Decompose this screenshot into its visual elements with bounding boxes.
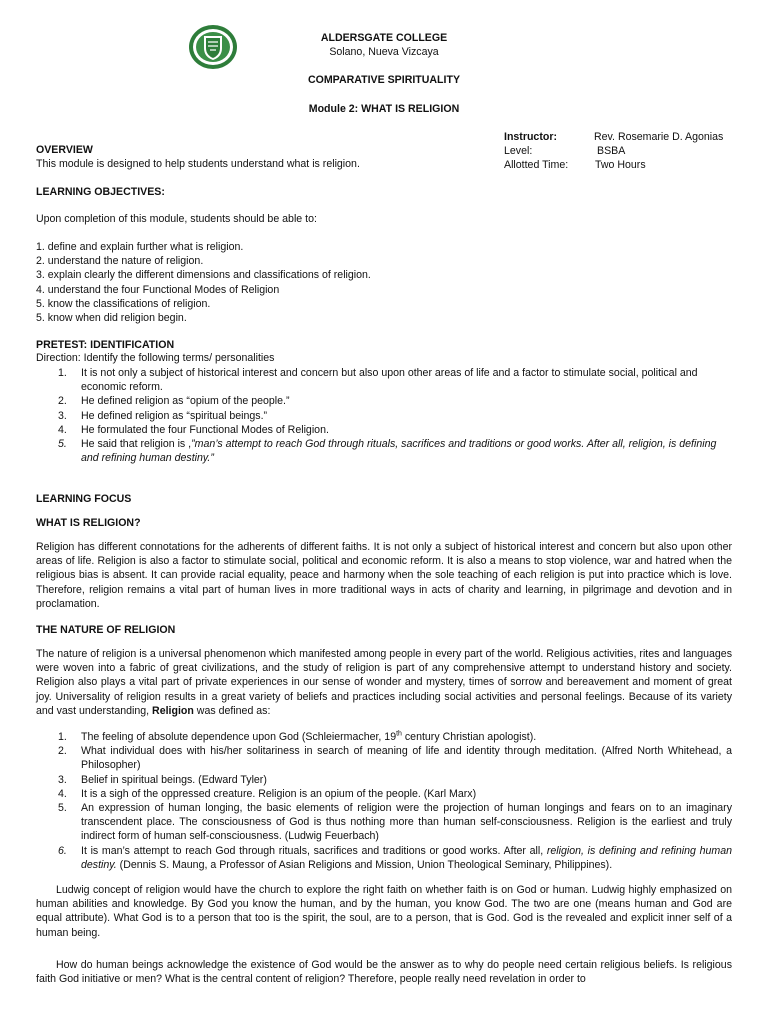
nature-heading: THE NATURE OF RELIGION [36, 624, 176, 636]
overview-heading: OVERVIEW [36, 144, 93, 156]
course-title: COMPARATIVE SPIRITUALITY [307, 74, 461, 86]
item-number: 5. [58, 438, 67, 451]
item-text: He formulated the four Functional Modes of Religion. [81, 423, 329, 436]
nature-text: The nature of religion is a universal phenomenon which manifested among people in every part of the world. Religious activities, rites and languages were woven into a fabric of great civilizations, and the study of religion is part of any comprehensive attempt to understand history and society. Religion also plays a vital part of private experiences in our sense of wonder and mystery, times of sorrow and bereavement and moment of great joy. Universality of religion results in a great variety of beliefs and practices including social activities and personal feelings. Because of its variety and vast understanding, [36, 648, 732, 717]
item-number: 2. [58, 395, 67, 408]
item-text: He defined religion as “opium of the people.” [81, 395, 290, 408]
pretest-item [36, 409, 732, 423]
item-number: 6. [58, 844, 67, 857]
definition-item [36, 787, 732, 801]
nature-end: was defined as: [196, 704, 271, 717]
item-number: 1. [58, 731, 67, 743]
objectives-list [36, 240, 732, 325]
objective-item: 2. understand the nature of religion. [36, 255, 204, 268]
definitions-list [36, 730, 732, 872]
pretest-item [36, 394, 732, 408]
item-number: 3. [58, 773, 67, 786]
item-number: 4. [58, 787, 67, 800]
item-sup: th [396, 730, 402, 738]
item-number: 3. [58, 409, 67, 422]
instructor-value: Rev. Rosemarie D. Agonias [594, 131, 724, 143]
pretest-item [36, 366, 732, 394]
ludwig-paragraph: Ludwig concept of religion would have the church to explore the right faith on whether faith is on God or human. Ludwig highly emphasized on human abilities and knowledge. By God you know the human, and by the human, you know God. The two are one (means human and God are equal attribute). What God is to a person that too is the spirit, the soul, are to a person, that is God. God is the revealed and explicit inner self of a human being. [36, 884, 732, 939]
objective-item: 5. know when did religion begin. [36, 312, 187, 325]
definition-item [36, 730, 732, 744]
school-location: Solano, Nueva Vizcaya [329, 46, 439, 58]
nature-paragraph [36, 647, 732, 718]
definition-item [36, 773, 732, 787]
pretest-heading: PRETEST: IDENTIFICATION [36, 339, 175, 351]
objective-item: 1. define and explain further what is religion. [36, 241, 244, 253]
how-paragraph: How do human beings acknowledge the existence of God would be the answer as to why do people need certain religious beliefs. Is religious faith God initiative or men? What is the central content of religion? Therefore, people really need revelation in order to [36, 959, 732, 986]
item-text: What individual does with his/her solitariness in search of meaning of life and identity through meditation. (Alfred North Whitehead, a Philosopher) [81, 745, 732, 772]
time-value: Two Hours [595, 159, 646, 172]
item-text: An expression of human longing, the basic elements of religion were the projection of human longings and fears on to an imaginary transcendent place. The consciousness of God is thus nothing more than human self-consciousness. Religion is the earliest and truly indirect form of human self-consciousness. (Ludwig Feuerbach) [81, 802, 732, 843]
item-text-cont: century Christian apologist). [401, 731, 537, 743]
pretest-item [36, 437, 732, 465]
item-text: He defined religion as “spiritual beings.” [81, 409, 268, 422]
level-value: BSBA [597, 145, 626, 158]
item-quote: ”man’s attempt to reach God through rituals, sacrifices and traditions or good works. After all, religion, is defining and refining human destiny.” [81, 438, 717, 465]
item-text: It is a sigh of the oppressed creature. Religion is an opium of the people. (Karl Marx) [81, 787, 477, 800]
pretest-list [36, 366, 732, 465]
item-number: 1. [58, 367, 67, 379]
level-label: Level: [504, 145, 533, 158]
item-text: The feeling of absolute dependence upon God (Schleiermacher, 19 [81, 731, 397, 743]
item-number: 5. [58, 802, 67, 815]
objective-item: 4. understand the four Functional Modes of Religion [36, 283, 280, 296]
definition-item [36, 744, 732, 772]
what-heading: WHAT IS RELIGION? [36, 517, 141, 529]
objectives-intro: Upon completion of this module, students should be able to: [36, 213, 317, 225]
item-text: It is man’s attempt to reach God through rituals, sacrifices and traditions or good works. After all, [81, 844, 544, 857]
item-number: 4. [58, 423, 67, 436]
overview-text: This module is designed to help students understand what is religion. [36, 158, 360, 170]
focus-heading: LEARNING FOCUS [36, 493, 132, 505]
item-text-cont: (Dennis S. Maung, a Professor of Asian Religions and Mission, Union Theological Seminary, Philippines). [116, 858, 613, 871]
definition-item [36, 801, 732, 844]
item-number: 2. [58, 745, 67, 758]
pretest-item [36, 423, 732, 437]
module-title: Module 2: WHAT IS RELIGION [308, 103, 460, 115]
item-text: It is not only a subject of historical interest and concern but also upon other areas of life and a factor to stimulate social, political and economic reform. [81, 367, 698, 394]
nature-bold-term: Religion [152, 704, 194, 717]
objective-item: 5. know the classifications of religion. [36, 297, 211, 310]
definition-item [36, 844, 732, 872]
item-text: Belief in spiritual beings. (Edward Tyler) [81, 773, 267, 786]
what-paragraph: Religion has different connotations for the adherents of different faiths. It is not only a subject of historical interest and concern but also upon other areas of life. Religion is also a factor to stimulate social, political and economic reform. It is also a means to stop violence, war and hatred when the religious bias is absent. It can provide racial equality, peace and harmony when the sole teaching of each religion is put into practice which is love. Therefore, religion remains a vital part of human lives in more traditional ways in acts of charity and learning, in pilgrimage and devotion and in proclamation. [36, 541, 732, 610]
time-label: Allotted Time: [504, 159, 569, 172]
instructor-label: Instructor: [504, 131, 557, 143]
item-text: He said that religion is , [81, 438, 192, 451]
objectives-heading: LEARNING OBJECTIVES: [36, 186, 165, 198]
pretest-direction: Direction: Identify the following terms/ personalities [36, 352, 275, 364]
objective-item: 3. explain clearly the different dimensions and classifications of religion. [36, 269, 371, 282]
school-name: ALDERSGATE COLLEGE [320, 32, 448, 44]
item-italic: religion, is defining and refining human destiny. [81, 844, 733, 871]
